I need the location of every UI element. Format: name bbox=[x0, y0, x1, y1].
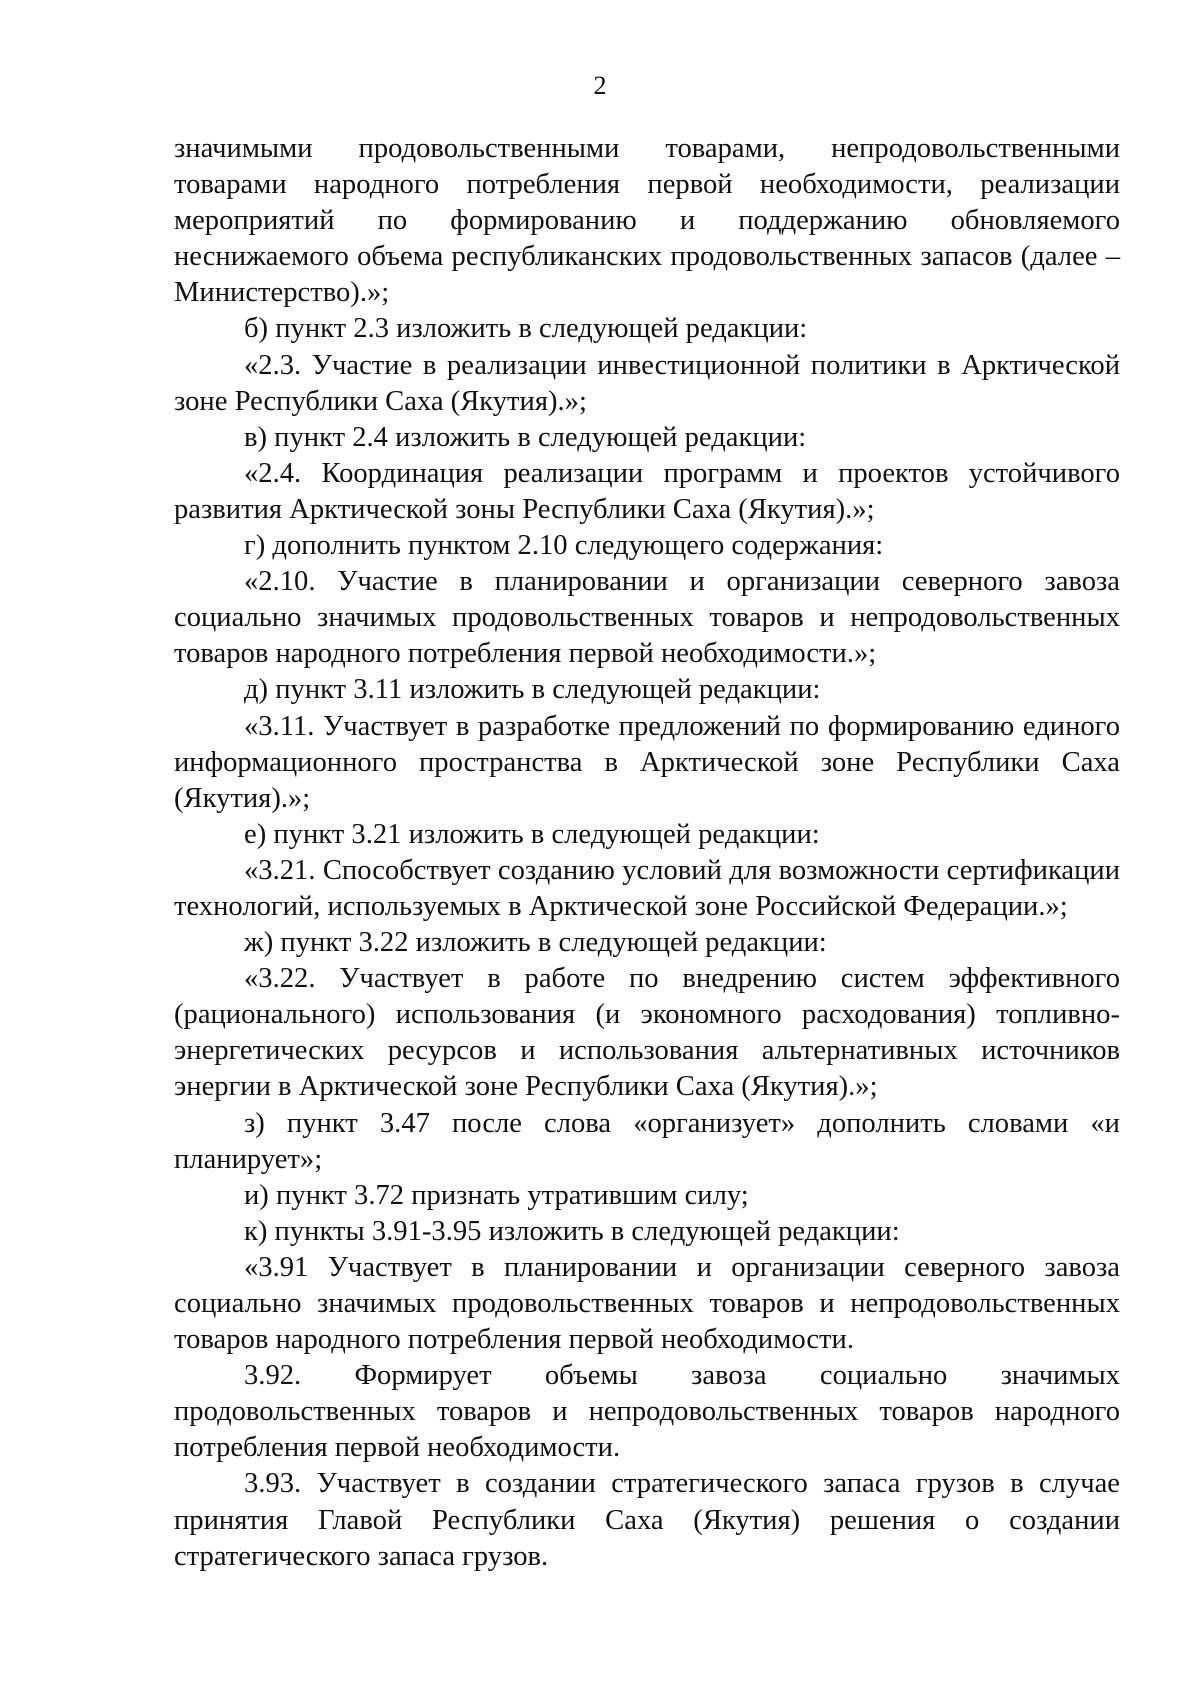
paragraph-quote-3-91: «3.91 Участвует в планировании и организации северного завоза социально значимых продовольственных товаров и непродовольственных товаров народного потребления первой необходимости. bbox=[174, 1251, 1120, 1356]
paragraph-quote-3-11: «3.11. Участвует в разработке предложений по формированию единого информационного пространства в Арктической зоне Республики Саха (Якутия).»; bbox=[174, 710, 1120, 814]
paragraph-item-zh: ж) пункт 3.22 изложить в следующей редакции: bbox=[244, 927, 827, 959]
paragraph-3-93: 3.93. Участвует в создании стратегического запаса грузов в случае принятия Главой Республики Саха (Якутия) решения о создании стратегического запаса грузов. bbox=[174, 1468, 1120, 1572]
paragraph-quote-2-3: «2.3. Участие в реализации инвестиционной политики в Арктической зоне Республики Саха (Якутия).»; bbox=[174, 349, 1120, 417]
paragraph-item-g: г) дополнить пунктом 2.10 следующего содержания: bbox=[244, 530, 884, 562]
document-body bbox=[174, 131, 1120, 1575]
paragraph-quote-2-10: «2.10. Участие в планировании и организации северного завоза социально значимых продовольственных товаров и непродовольственных товаров народного потребления первой необходимости.»; bbox=[174, 566, 1120, 670]
paragraph-item-i: и) пункт 3.72 признать утратившим силу; bbox=[244, 1179, 749, 1211]
paragraph-item-z: з) пункт 3.47 после слова «организует» дополнить словами «и планирует»; bbox=[174, 1107, 1120, 1175]
paragraph-item-b: б) пункт 2.3 изложить в следующей редакции: bbox=[244, 313, 808, 345]
paragraph-item-d: д) пункт 3.11 изложить в следующей редакции: bbox=[244, 674, 821, 706]
paragraph-item-v: в) пункт 2.4 изложить в следующей редакции: bbox=[244, 421, 807, 453]
paragraph-quote-2-4: «2.4. Координация реализации программ и проектов устойчивого развития Арктической зоны Республики Саха (Якутия).»; bbox=[174, 457, 1120, 525]
paragraph-item-e: е) пункт 3.21 изложить в следующей редакции: bbox=[244, 818, 820, 850]
paragraph-item-k: к) пункты 3.91-3.95 изложить в следующей редакции: bbox=[244, 1215, 900, 1247]
paragraph-quote-3-22: «3.22. Участвует в работе по внедрению систем эффективного (рационального) использования (и экономного расходования) топливно-энергетических ресурсов и использования альтернативных источников энергии в Арктической зоне Республики Саха (Якутия).»; bbox=[174, 963, 1120, 1103]
paragraph-3-92: 3.92. Формирует объемы завоза социально значимых продовольственных товаров и непродовольственных товаров народного потребления первой необходимости. bbox=[174, 1360, 1120, 1464]
page-number: 2 bbox=[593, 71, 607, 100]
paragraph-quote-3-21: «3.21. Способствует созданию условий для возможности сертификации технологий, используемых в Арктической зоне Российской Федерации.»; bbox=[174, 854, 1120, 922]
paragraph-continuation: значимыми продовольственными товарами, непродовольственными товарами народного потребления первой необходимости, реализации мероприятий по формированию и поддержанию обновляемого неснижаемого объема республиканских продовольственных запасов (далее – Министерство).»; bbox=[174, 133, 1120, 309]
